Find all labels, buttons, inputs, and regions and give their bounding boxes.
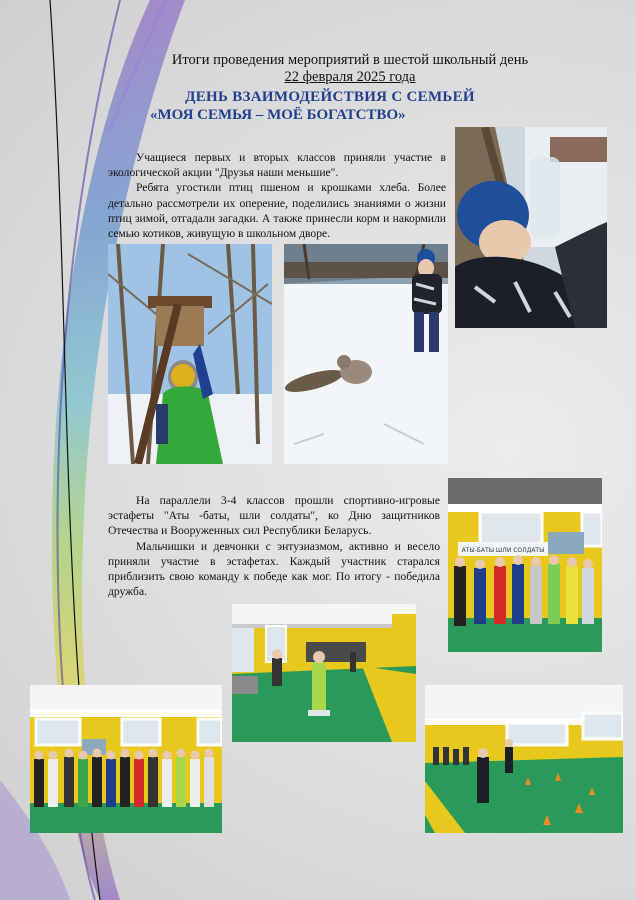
photo-boy-cat-snow [284, 244, 448, 464]
photo-relay-gym [232, 604, 416, 742]
section1-para1: Учащиеся первых и вторых классов приняли участие в экологической акции "Друзья наши меньшие". [108, 151, 446, 180]
photo-boy-feeding-birds [455, 127, 607, 328]
photo-group-lineup [30, 685, 222, 833]
header-line: Итоги проведения мероприятий в шестой школьный день [171, 52, 529, 68]
gym-banner-text: АТЫ-БАТЫ ШЛИ СОЛДАТЫ [461, 547, 545, 554]
section1-text [108, 150, 446, 241]
section1-para2: Ребята угостили птиц пшеном и крошками хлеба. Более детально рассмотрели их оперение, поделились знаниями о жизни птиц зимой, отгадали загадки. А также принесли корм и накормили семью котиков, живущую в школьном дворе. [108, 181, 446, 241]
header [100, 52, 560, 124]
page-title: ДЕНЬ ВЗАИМОДЕЙСТВИЯ С СЕМЬЕЙ [185, 89, 475, 105]
photo-group-gym-banner [448, 478, 602, 652]
photo-relay-cones [425, 685, 623, 833]
header-date: 22 февраля 2025 года [284, 69, 416, 85]
photo-boy-birdhouse [108, 244, 272, 464]
page-subtitle: «МОЯ СЕМЬЯ – МОЁ БОГАТСТВО» [150, 107, 406, 123]
section2-text [108, 493, 440, 599]
section2-para2: Мальчишки и девчонки с энтузиазмом, активно и весело приняли участие в эстафетах. Каждый участник старался приблизить свою команду к победе как мог. По итогу - победила дружба. [108, 539, 440, 599]
section2-para1: На параллели 3-4 классов прошли спортивно-игровые эстафеты "Аты -баты, шли солдаты", ко Дню защитников Отечества и Вооруженных сил Республики Беларусь. [108, 494, 440, 538]
